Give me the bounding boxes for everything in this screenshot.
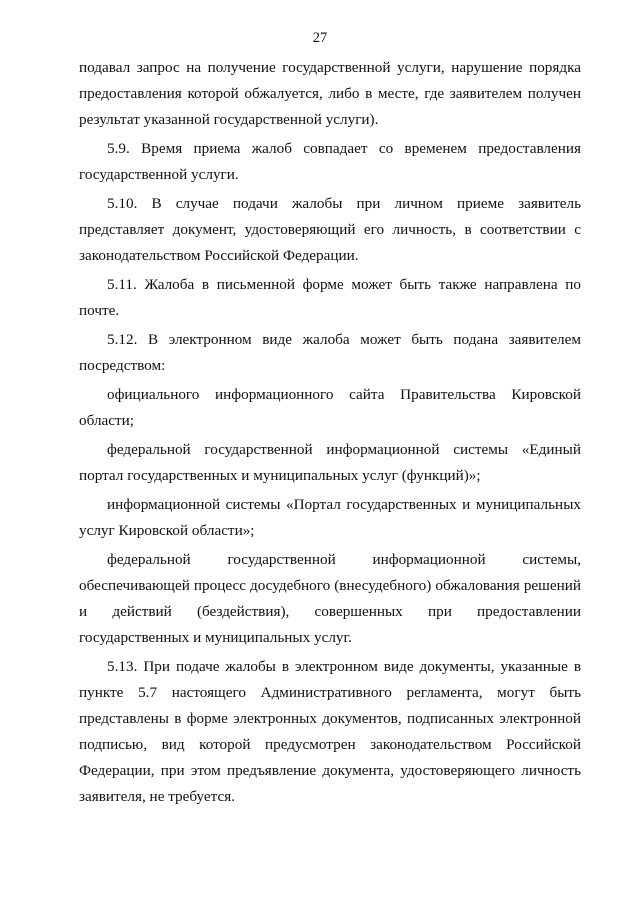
- paragraph: [79, 654, 581, 810]
- paragraph: [79, 272, 581, 324]
- paragraph: [79, 492, 581, 544]
- text-line: государственных и муниципальных услуг.: [79, 629, 352, 646]
- text-line: результат указанной государственной услуги).: [79, 111, 379, 128]
- text-line: портал государственных и муниципальных услуг (функций)»;: [79, 467, 481, 484]
- text-line: 5.9. Время приема жалоб совпадает со временем предоставления: [107, 140, 581, 157]
- paragraph: [79, 136, 581, 188]
- text-line: области;: [79, 412, 134, 429]
- paragraph: [79, 547, 581, 651]
- document-body: [79, 55, 581, 813]
- paragraph: [79, 327, 581, 379]
- text-line: государственной услуги.: [79, 166, 239, 183]
- text-line: заявителя, не требуется.: [79, 788, 236, 805]
- text-line: посредством:: [79, 357, 166, 374]
- paragraph: [79, 437, 581, 489]
- text-line: обеспечивающей процесс досудебного (внесудебного) обжалования решений: [79, 577, 581, 594]
- text-line: федеральной государственной информационной системы «Единый: [107, 441, 581, 458]
- text-line: предоставления которой обжалуется, либо в месте, где заявителем получен: [79, 85, 581, 102]
- paragraph: [79, 55, 581, 133]
- paragraph: [79, 191, 581, 269]
- text-line: и действий (бездействия), совершенных при предоставлении: [79, 603, 581, 620]
- text-line: 5.11. Жалоба в письменной форме может быть также направлена по: [107, 276, 581, 293]
- text-line: законодательством Российской Федерации.: [79, 247, 359, 264]
- text-line: подписью, вид которой предусмотрен законодательством Российской: [79, 736, 581, 753]
- text-line: представлены в форме электронных документов, подписанных электронной: [79, 710, 581, 727]
- text-line: 5.12. В электронном виде жалоба может быть подана заявителем: [107, 331, 581, 348]
- text-line: услуг Кировской области»;: [79, 522, 255, 539]
- text-line: подавал запрос на получение государственной услуги, нарушение порядка: [79, 59, 581, 76]
- text-line: пункте 5.7 настоящего Административного регламента, могут быть: [79, 684, 581, 701]
- page-number: 27: [312, 30, 328, 46]
- text-line: почте.: [79, 302, 120, 319]
- text-line: официального информационного сайта Правительства Кировской: [107, 386, 581, 403]
- text-line: 5.13. При подаче жалобы в электронном виде документы, указанные в: [107, 658, 581, 675]
- text-line: федеральной государственной информационной системы,: [107, 551, 581, 568]
- text-line: информационной системы «Портал государственных и муниципальных: [107, 496, 581, 513]
- text-line: 5.10. В случае подачи жалобы при личном приеме заявитель: [107, 195, 581, 212]
- text-line: представляет документ, удостоверяющий его личность, в соответствии с: [79, 221, 581, 238]
- paragraph: [79, 382, 581, 434]
- text-line: Федерации, при этом предъявление документа, удостоверяющего личность: [79, 762, 581, 779]
